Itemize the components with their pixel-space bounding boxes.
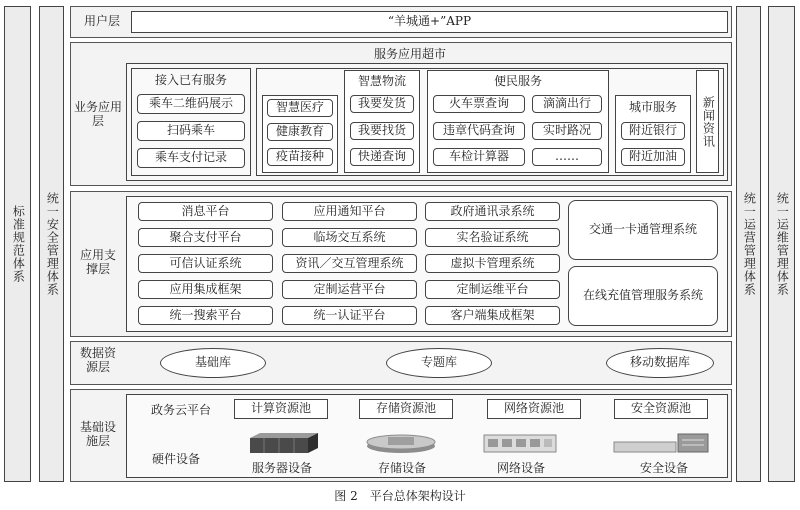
support-layer-label: 应用支撑层 — [79, 248, 116, 277]
logistics-item: 我要发货 — [350, 95, 414, 113]
logistics-item: 我要找货 — [350, 122, 414, 140]
resource-pool: 网络资源池 — [487, 399, 581, 419]
news-label: 新闻资讯 — [701, 95, 716, 148]
access-item: 乘车支付记录 — [137, 148, 245, 168]
standard-spec-system — [4, 6, 31, 482]
basic-db: 基础库 — [160, 348, 266, 378]
support-item: 虚拟卡管理系统 — [425, 254, 560, 273]
convenience-item: 实时路况 — [532, 122, 602, 140]
network-device-icon — [482, 432, 558, 454]
support-item: 聚合支付平台 — [138, 228, 273, 247]
convenience-item: 车检计算器 — [433, 148, 525, 166]
support-item: 统一搜索平台 — [138, 306, 273, 325]
hardware-label: 硬件设备 — [151, 452, 200, 466]
support-item: 应用通知平台 — [282, 202, 417, 221]
operation-mgmt-system — [736, 6, 761, 482]
security-mgmt-label: 统一安全管理体系 — [45, 192, 60, 296]
health-item: 疫苗接种 — [267, 148, 333, 166]
server-device-icon — [244, 432, 320, 454]
health-item: 健康教育 — [267, 123, 333, 141]
support-item: 消息平台 — [138, 202, 273, 221]
support-item: 临场交互系统 — [282, 228, 417, 247]
standard-spec-label: 标准规范体系 — [11, 205, 26, 283]
business-layer-label: 业务应用层 — [74, 100, 123, 129]
security-mgmt-system — [39, 6, 64, 482]
health-item: 智慧医疗 — [267, 99, 333, 117]
device-label: 网络设备 — [496, 461, 545, 475]
resource-pool: 存储资源池 — [359, 399, 453, 419]
city-item: 附近加油 — [621, 148, 685, 166]
maintenance-mgmt-system — [768, 6, 795, 482]
app-box — [131, 11, 728, 33]
city-title: 城市服务 — [628, 100, 677, 114]
convenience-title: 便民服务 — [493, 74, 542, 88]
storage-device-icon — [364, 432, 438, 454]
service-market-title: 服务应用超市 — [373, 47, 446, 61]
figure-caption: 图 2 平台总体架构设计 — [334, 489, 466, 503]
security-device-icon — [612, 432, 712, 454]
maintenance-mgmt-label: 统一运维管理体系 — [775, 192, 790, 296]
news-box — [696, 70, 719, 173]
logistics-title: 智慧物流 — [357, 74, 406, 88]
topic-db: 专题库 — [386, 348, 492, 378]
data-layer-label: 数据资源层 — [79, 346, 116, 375]
support-item: 应用集成框架 — [138, 280, 273, 299]
transit-card-system: 交通一卡通管理系统 — [568, 200, 718, 260]
resource-pool: 安全资源池 — [614, 399, 708, 419]
infra-layer-label: 基础设施层 — [79, 420, 116, 449]
support-item: 可信认证系统 — [138, 254, 273, 273]
access-item: 扫码乘车 — [137, 121, 245, 141]
access-group-title: 接入已有服务 — [154, 73, 227, 87]
support-item: 统一认证平台 — [282, 306, 417, 325]
support-item: 定制运营平台 — [282, 280, 417, 299]
resource-pool: 计算资源池 — [234, 399, 328, 419]
logistics-item: 快递查询 — [350, 148, 414, 166]
convenience-item: 滴滴出行 — [532, 95, 602, 113]
app-name: “羊城通+”APP — [387, 14, 472, 29]
support-item: 定制运维平台 — [425, 280, 560, 299]
convenience-item: 违章代码查询 — [433, 122, 525, 140]
device-label: 存储设备 — [377, 461, 426, 475]
access-item: 乘车二维码展示 — [137, 94, 245, 114]
convenience-item: …… — [532, 148, 602, 166]
support-item: 资讯／交互管理系统 — [282, 254, 417, 273]
support-item: 实名验证系统 — [425, 228, 560, 247]
convenience-item: 火车票查询 — [433, 95, 525, 113]
operation-mgmt-label: 统一运营管理体系 — [742, 192, 757, 296]
device-label: 安全设备 — [639, 461, 688, 475]
user-layer-label: 用户层 — [83, 14, 120, 28]
support-item: 政府通讯录系统 — [425, 202, 560, 221]
mobile-db: 移动数据库 — [606, 348, 714, 378]
city-item: 附近银行 — [621, 122, 685, 140]
support-item: 客户端集成框架 — [425, 306, 560, 325]
device-label: 服务器设备 — [251, 461, 312, 475]
gov-cloud-label: 政务云平台 — [150, 403, 211, 417]
recharge-system: 在线充值管理服务系统 — [568, 266, 718, 326]
